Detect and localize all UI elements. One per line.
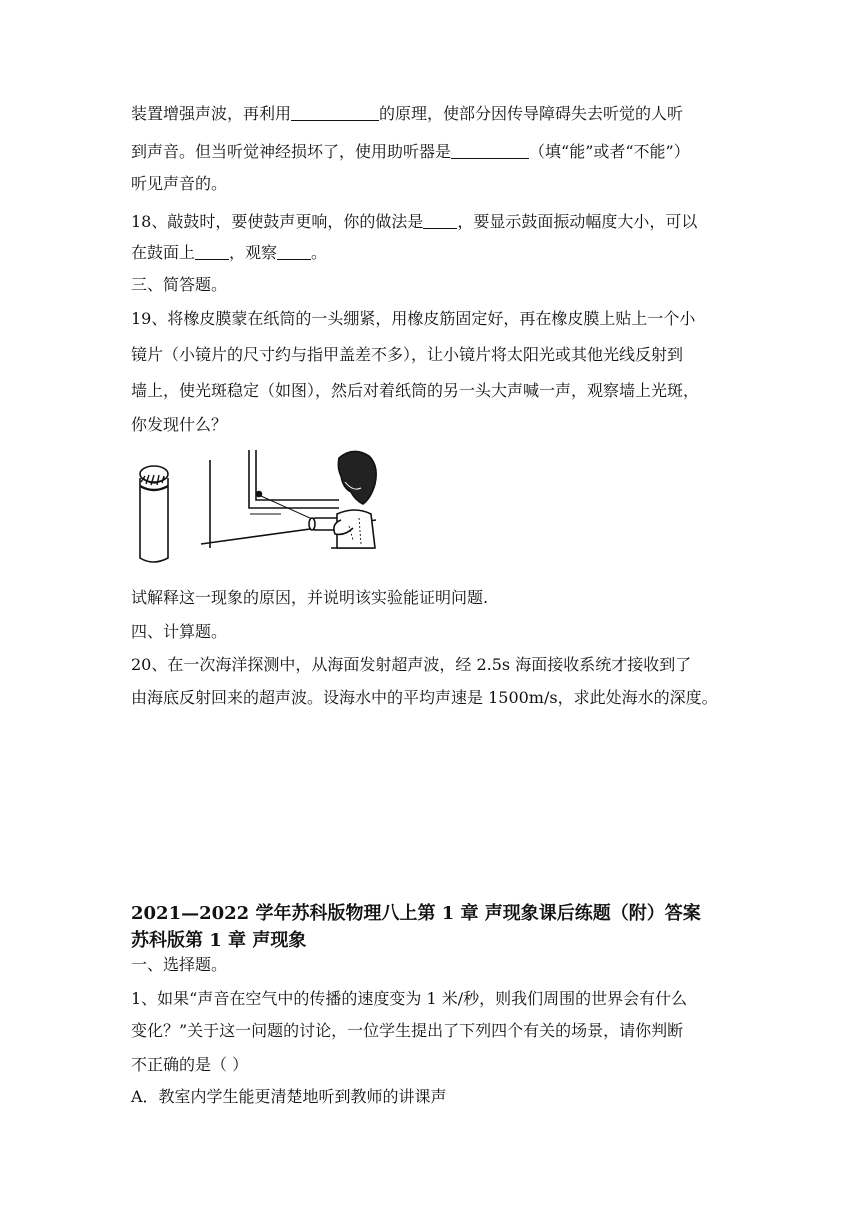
question-20-line: 由海底反射回来的超声波。设海水中的平均声速是 1500m/s，求此处海水的深度。: [131, 688, 718, 707]
section-heading: 一、选择题。: [131, 955, 228, 974]
answer-blank: [291, 104, 379, 121]
text-segment: 18、敲鼓时，要使鼓声更响，你的做法是: [131, 212, 424, 231]
question-20-line: 20、在一次海洋探测中，从海面发射超声波，经 2.5s 海面接收系统才接收到了: [131, 655, 692, 674]
answer-blank: [423, 212, 457, 229]
paper-tube-drawing: [140, 466, 168, 562]
question-1-line: 变化？”关于这一问题的讨论，一位学生提出了下列四个有关的场景，请你判断: [131, 1021, 684, 1040]
text-segment: ，要显示鼓面振动幅度大小，可以: [457, 212, 698, 231]
question-19-line: 你发现什么？: [131, 415, 228, 434]
answer-blank: [451, 142, 529, 159]
text-segment: ，观察: [229, 243, 278, 262]
text-segment: 。: [311, 243, 328, 262]
text-line: [131, 142, 690, 162]
question-19-line: 19、将橡皮膜蒙在纸筒的一头绷紧，用橡皮筋固定好，再在橡皮膜上贴上一个小: [131, 309, 696, 328]
text-segment: （填“能”或者“不能”）: [529, 142, 690, 161]
question-18-line-1: [131, 212, 697, 232]
question-1-line: 不正确的是（ ）: [131, 1055, 249, 1074]
question-19-line: 镜片（小镜片的尺寸约与指甲盖差不多），让小镜片将太阳光或其他光线反射到: [131, 345, 684, 364]
section-heading: 四、计算题。: [131, 622, 228, 641]
answer-blank: [195, 243, 229, 260]
text-segment: 在鼓面上: [131, 243, 196, 262]
text-line: [131, 174, 227, 194]
experiment-illustration: [131, 448, 381, 573]
section-heading: 三、简答题。: [131, 275, 228, 294]
answer-subtitle: 苏科版第 1 章 声现象: [131, 930, 307, 951]
text-segment: 装置增强声波，再利用: [131, 104, 292, 123]
option-a: A．教室内学生能更清楚地听到教师的讲课声: [131, 1087, 447, 1106]
question-1-line: 1、如果“声音在空气中的传播的速度变为 1 米/秒，则我们周围的世界会有什么: [131, 989, 688, 1008]
answer-title: 2021—2022 学年苏科版物理八上第 1 章 声现象课后练题（附）答案: [131, 903, 701, 924]
answer-blank: [277, 243, 311, 260]
text-segment: 到声音。但当听觉神经损坏了，使用助听器是: [131, 142, 452, 161]
question-19-followup: 试解释这一现象的原因，并说明该实验能证明问题.: [131, 588, 489, 607]
question-18-line-2: [131, 243, 327, 263]
text-segment: 听见声音的。: [131, 174, 228, 193]
text-line: [131, 104, 683, 124]
text-segment: 的原理，使部分因传导障碍失去听觉的人听: [379, 104, 684, 123]
question-19-line: 墙上，使光斑稳定（如图），然后对着纸筒的另一头大声喊一声，观察墙上光斑，: [131, 381, 700, 400]
